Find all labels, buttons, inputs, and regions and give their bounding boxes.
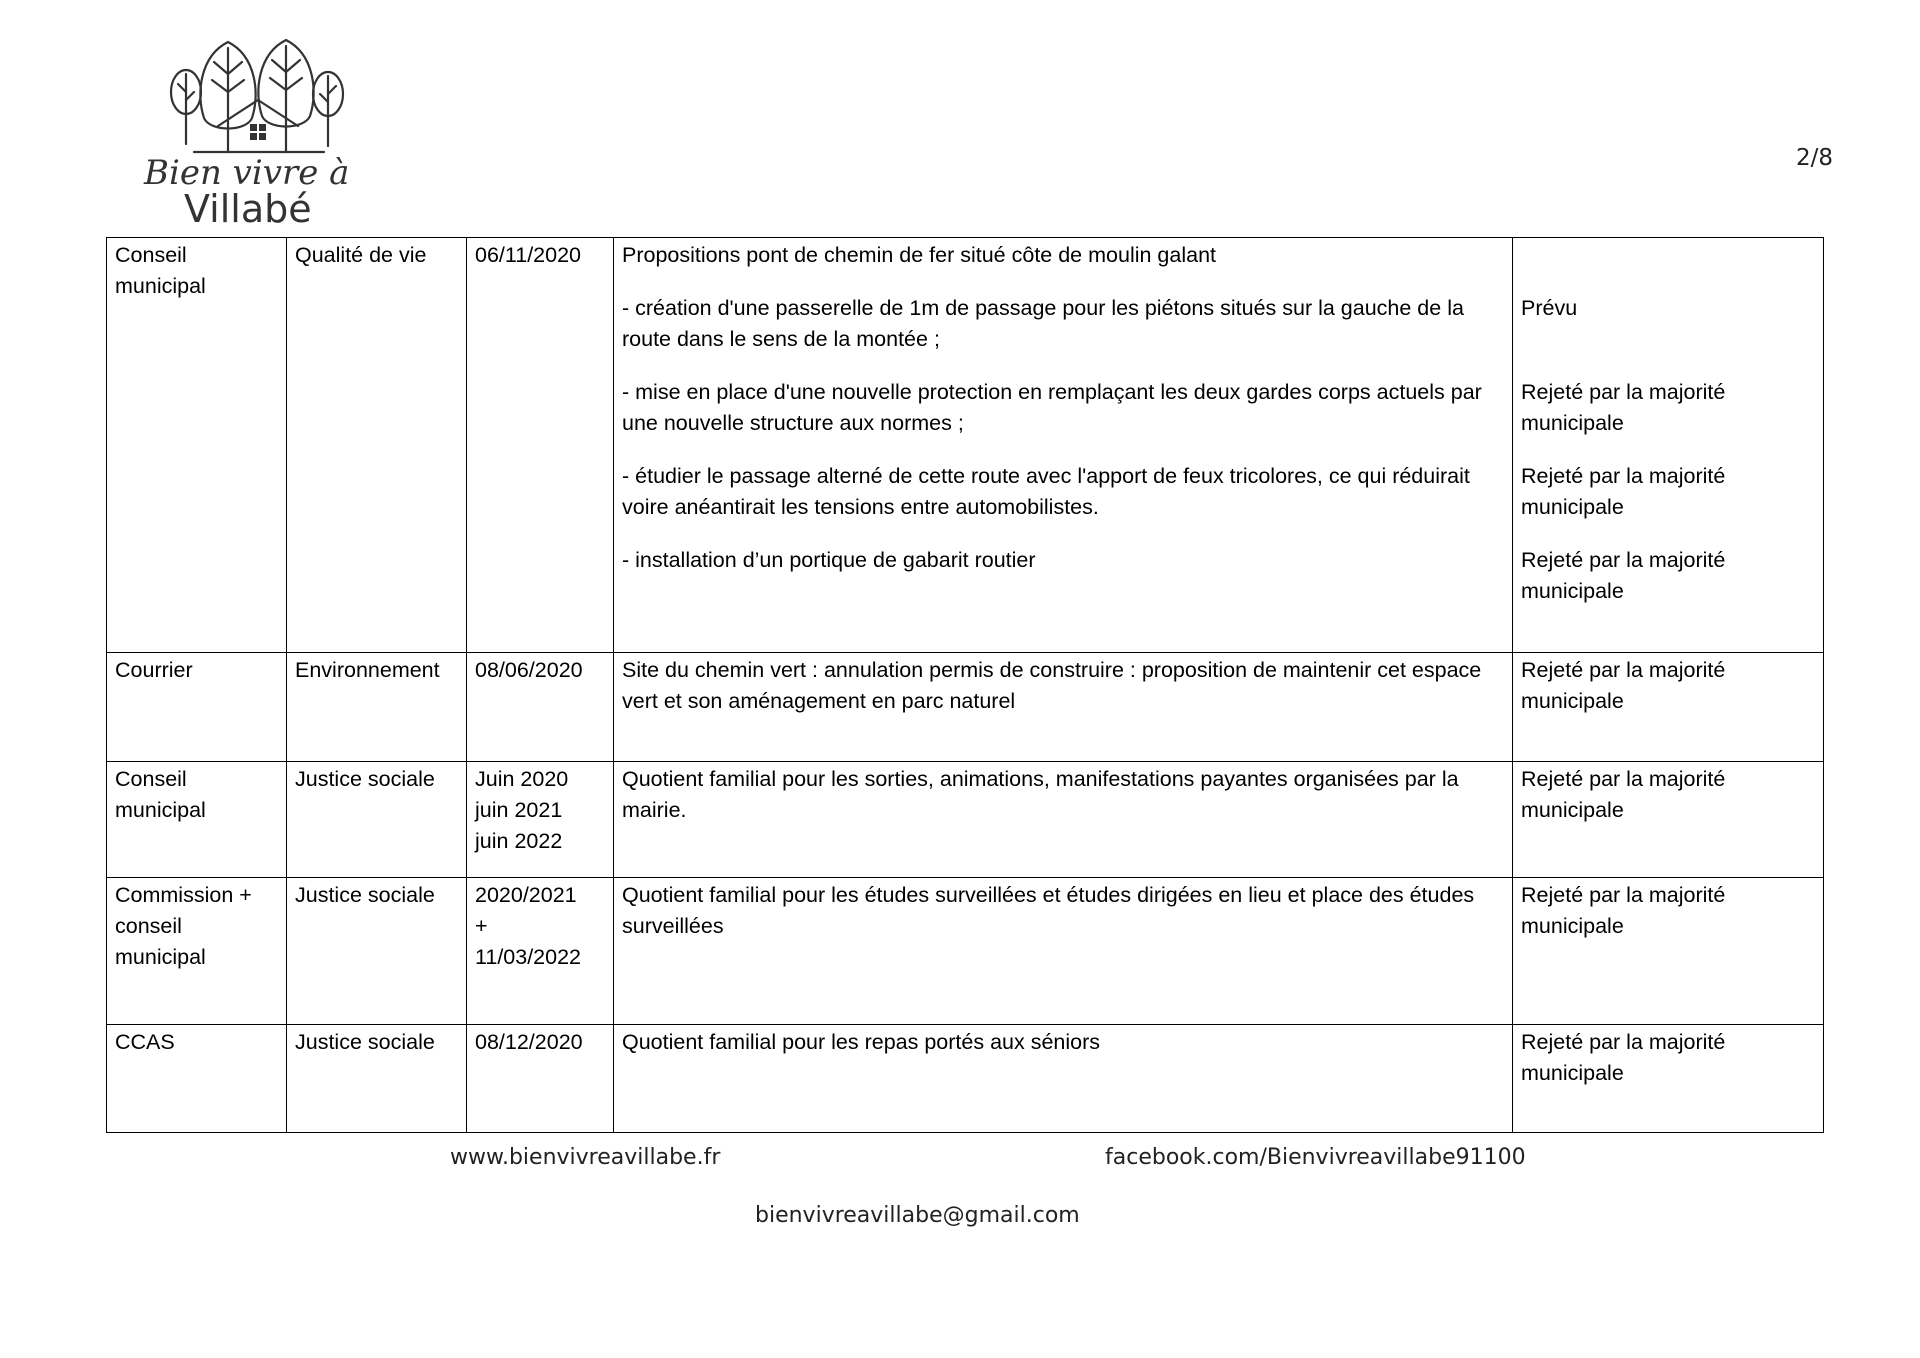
status-text: Rejeté par la majorité municipale <box>1521 380 1726 435</box>
type-cell: Commission + conseil municipal <box>107 878 287 1025</box>
proposal-item: - création d'une passerelle de 1m de passage pour les piétons situés sur la gauche de la route dans le sens de la montée ; <box>622 296 1464 351</box>
type-cell: Conseil municipal <box>107 762 287 878</box>
type-cell: CCAS <box>107 1025 287 1133</box>
date-cell: 06/11/2020 <box>467 238 614 653</box>
proposal-cell: Quotient familial pour les sorties, animations, manifestations payantes organisées par la mairie. <box>614 762 1513 878</box>
proposals-table <box>106 237 1824 1133</box>
type-cell: Conseil municipal <box>107 238 287 653</box>
website-link[interactable]: www.bienvivreavillabe.fr <box>450 1145 721 1170</box>
table-row <box>107 238 1824 653</box>
theme-cell: Justice sociale <box>287 1025 467 1133</box>
type-cell: Courrier <box>107 653 287 762</box>
logo-text-line2: Villabé <box>184 187 312 226</box>
status-cell: Rejeté par la majorité municipale <box>1513 653 1824 762</box>
theme-cell: Justice sociale <box>287 762 467 878</box>
status-text: Rejeté par la majorité municipale <box>1521 464 1726 519</box>
logo-text-line1: Bien vivre à <box>144 153 350 193</box>
date-cell: Juin 2020 juin 2021 juin 2022 <box>467 762 614 878</box>
proposal-cell <box>614 238 1513 653</box>
proposal-title: Propositions pont de chemin de fer situé côte de moulin galant <box>622 243 1217 267</box>
proposal-cell: Site du chemin vert : annulation permis de construire : proposition de maintenir cet espace vert et son aménagement en parc naturel <box>614 653 1513 762</box>
email-link[interactable]: bienvivreavillabe@gmail.com <box>755 1203 1080 1228</box>
page-number: 2/8 <box>1796 145 1834 171</box>
status-text: Rejeté par la majorité municipale <box>1521 548 1726 603</box>
table-row <box>107 878 1824 1025</box>
theme-cell: Qualité de vie <box>287 238 467 653</box>
logo <box>138 34 370 226</box>
status-cell <box>1513 238 1824 653</box>
date-cell: 08/12/2020 <box>467 1025 614 1133</box>
theme-cell: Environnement <box>287 653 467 762</box>
table-row <box>107 653 1824 762</box>
proposal-item: - mise en place d'une nouvelle protection en remplaçant les deux gardes corps actuels par une nouvelle structure aux normes ; <box>622 380 1482 435</box>
proposal-cell: Quotient familial pour les études surveillées et études dirigées en lieu et place des études surveillées <box>614 878 1513 1025</box>
status-cell: Rejeté par la majorité municipale <box>1513 762 1824 878</box>
proposal-item: - installation d’un portique de gabarit routier <box>622 548 1036 572</box>
proposal-item: - étudier le passage alterné de cette route avec l'apport de feux tricolores, ce qui réduirait voire anéantirait les tensions entre automobilistes. <box>622 464 1470 519</box>
logo-trees-house-icon <box>138 34 370 226</box>
status-text: Prévu <box>1521 296 1578 320</box>
theme-cell: Justice sociale <box>287 878 467 1025</box>
date-cell: 08/06/2020 <box>467 653 614 762</box>
facebook-link[interactable]: facebook.com/Bienvivreavillabe91100 <box>1105 1145 1526 1170</box>
date-cell: 2020/2021 + 11/03/2022 <box>467 878 614 1025</box>
proposal-cell: Quotient familial pour les repas portés aux séniors <box>614 1025 1513 1133</box>
table-row <box>107 762 1824 878</box>
table-row <box>107 1025 1824 1133</box>
status-cell: Rejeté par la majorité municipale <box>1513 1025 1824 1133</box>
status-cell: Rejeté par la majorité municipale <box>1513 878 1824 1025</box>
